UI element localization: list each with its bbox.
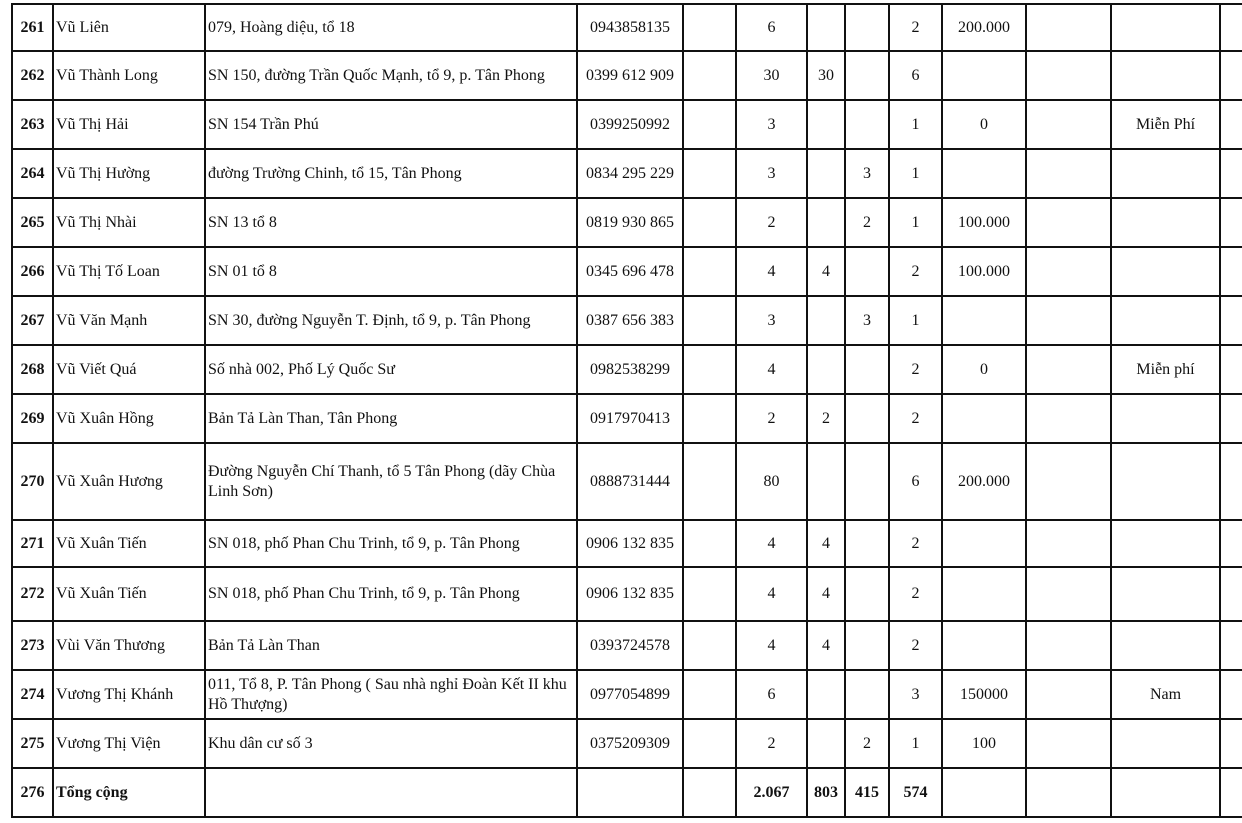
col5-cell [683,296,736,345]
note-cell: Miễn Phí [1111,100,1220,149]
col8-cell: 2 [845,719,889,768]
col6-cell: 2 [736,394,807,443]
address-cell: 079, Hoàng diệu, tổ 18 [205,4,577,51]
table-row [12,149,1242,198]
col8-cell [845,394,889,443]
phone-cell: 0834 295 229 [577,149,683,198]
phone-cell [577,768,683,817]
address-cell: SN 01 tổ 8 [205,247,577,296]
col5-cell [683,51,736,100]
row-number: 264 [12,149,53,198]
edge-cell [1220,670,1242,719]
col8-cell: 2 [845,198,889,247]
col7-cell: 2 [807,394,845,443]
note-cell [1111,296,1220,345]
note-cell [1111,520,1220,567]
col5-cell [683,198,736,247]
col9-cell: 1 [889,719,942,768]
col5-cell [683,567,736,621]
col10-cell [942,567,1026,621]
address-cell: 011, Tổ 8, P. Tân Phong ( Sau nhà nghỉ Đoàn Kết II khu Hồ Thượng) [205,670,577,719]
address-cell: SN 150, đường Trần Quốc Mạnh, tổ 9, p. Tân Phong [205,51,577,100]
col9-cell: 3 [889,670,942,719]
col9-cell: 2 [889,247,942,296]
edge-cell [1220,247,1242,296]
note-cell: Miễn phí [1111,345,1220,394]
col5-cell [683,670,736,719]
name-cell: Vũ Xuân Hồng [53,394,205,443]
col8-cell: 415 [845,768,889,817]
edge-cell [1220,567,1242,621]
col11-cell [1026,345,1111,394]
row-number: 275 [12,719,53,768]
col11-cell [1026,100,1111,149]
phone-cell: 0345 696 478 [577,247,683,296]
name-cell: Tổng cộng [53,768,205,817]
col7-cell [807,198,845,247]
table-row [12,100,1242,149]
col5-cell [683,621,736,670]
col7-cell: 803 [807,768,845,817]
col11-cell [1026,296,1111,345]
col9-cell: 2 [889,4,942,51]
col5-cell [683,345,736,394]
note-cell [1111,768,1220,817]
col8-cell [845,621,889,670]
name-cell: Vũ Thị Nhài [53,198,205,247]
phone-cell: 0906 132 835 [577,520,683,567]
row-number: 266 [12,247,53,296]
name-cell: Vũ Thành Long [53,51,205,100]
name-cell: Vũ Thị Hải [53,100,205,149]
col9-cell: 574 [889,768,942,817]
col11-cell [1026,719,1111,768]
col11-cell [1026,198,1111,247]
note-cell [1111,621,1220,670]
address-cell [205,768,577,817]
address-cell: SN 13 tổ 8 [205,198,577,247]
col5-cell [683,149,736,198]
name-cell: Vũ Thị Tố Loan [53,247,205,296]
phone-cell: 0399 612 909 [577,51,683,100]
col6-cell: 4 [736,345,807,394]
table-row [12,198,1242,247]
col10-cell: 0 [942,345,1026,394]
col6-cell: 6 [736,4,807,51]
address-cell: Số nhà 002, Phố Lý Quốc Sư [205,345,577,394]
phone-cell: 0982538299 [577,345,683,394]
col9-cell: 2 [889,567,942,621]
row-number: 268 [12,345,53,394]
note-cell [1111,198,1220,247]
col10-cell: 100.000 [942,198,1026,247]
col11-cell [1026,670,1111,719]
name-cell: Vũ Thị Hường [53,149,205,198]
col8-cell [845,345,889,394]
col10-cell: 0 [942,100,1026,149]
row-number: 267 [12,296,53,345]
name-cell: Vũ Liên [53,4,205,51]
col10-cell: 100 [942,719,1026,768]
phone-cell: 0943858135 [577,4,683,51]
edge-cell [1220,719,1242,768]
col6-cell: 2 [736,198,807,247]
col6-cell: 3 [736,149,807,198]
note-cell [1111,394,1220,443]
note-cell [1111,4,1220,51]
edge-cell [1220,394,1242,443]
row-number: 262 [12,51,53,100]
col10-cell [942,394,1026,443]
note-cell [1111,247,1220,296]
phone-cell: 0399250992 [577,100,683,149]
col8-cell: 3 [845,296,889,345]
col7-cell: 30 [807,51,845,100]
col9-cell: 1 [889,296,942,345]
col8-cell [845,51,889,100]
row-number: 269 [12,394,53,443]
col9-cell: 2 [889,520,942,567]
col10-cell [942,149,1026,198]
col10-cell: 100.000 [942,247,1026,296]
total-row [12,768,1242,817]
col6-cell: 4 [736,567,807,621]
edge-cell [1220,621,1242,670]
address-cell: Khu dân cư số 3 [205,719,577,768]
col6-cell: 4 [736,247,807,296]
edge-cell [1220,296,1242,345]
col11-cell [1026,4,1111,51]
edge-cell [1220,768,1242,817]
col7-cell [807,149,845,198]
col5-cell [683,100,736,149]
col10-cell: 150000 [942,670,1026,719]
col7-cell: 4 [807,520,845,567]
edge-cell [1220,100,1242,149]
col8-cell [845,567,889,621]
col5-cell [683,719,736,768]
col8-cell: 3 [845,149,889,198]
col6-cell: 2 [736,719,807,768]
table-row [12,51,1242,100]
col10-cell [942,51,1026,100]
phone-cell: 0393724578 [577,621,683,670]
row-number: 276 [12,768,53,817]
note-cell [1111,51,1220,100]
col7-cell [807,100,845,149]
col9-cell: 6 [889,443,942,520]
col6-cell: 3 [736,296,807,345]
table-row [12,719,1242,768]
col8-cell [845,247,889,296]
row-number: 273 [12,621,53,670]
col7-cell: 4 [807,567,845,621]
row-number: 272 [12,567,53,621]
col11-cell [1026,51,1111,100]
col6-cell: 4 [736,520,807,567]
name-cell: Vũ Văn Mạnh [53,296,205,345]
col7-cell [807,670,845,719]
name-cell: Vương Thị Viện [53,719,205,768]
col5-cell [683,247,736,296]
col9-cell: 1 [889,149,942,198]
col10-cell [942,520,1026,567]
col5-cell [683,4,736,51]
table-row [12,621,1242,670]
col11-cell [1026,768,1111,817]
col10-cell [942,768,1026,817]
table-row [12,670,1242,719]
col8-cell [845,100,889,149]
row-number: 263 [12,100,53,149]
col7-cell [807,443,845,520]
col9-cell: 1 [889,198,942,247]
phone-cell: 0977054899 [577,670,683,719]
phone-cell: 0917970413 [577,394,683,443]
col8-cell [845,443,889,520]
row-number: 270 [12,443,53,520]
edge-cell [1220,51,1242,100]
edge-cell [1220,345,1242,394]
name-cell: Vùi Văn Thương [53,621,205,670]
col6-cell: 80 [736,443,807,520]
col5-cell [683,443,736,520]
col8-cell [845,520,889,567]
name-cell: Vũ Xuân Tiến [53,567,205,621]
name-cell: Vũ Viết Quá [53,345,205,394]
address-cell: SN 30, đường Nguyễn T. Định, tổ 9, p. Tân Phong [205,296,577,345]
col9-cell: 6 [889,51,942,100]
col5-cell [683,768,736,817]
name-cell: Vương Thị Khánh [53,670,205,719]
address-cell: SN 018, phố Phan Chu Trinh, tổ 9, p. Tân Phong [205,520,577,567]
data-table [11,3,1242,818]
col11-cell [1026,567,1111,621]
col7-cell: 4 [807,247,845,296]
address-cell: Bản Tả Làn Than, Tân Phong [205,394,577,443]
note-cell [1111,567,1220,621]
col6-cell: 4 [736,621,807,670]
table-row [12,4,1242,51]
row-number: 261 [12,4,53,51]
col6-cell: 3 [736,100,807,149]
note-cell [1111,443,1220,520]
phone-cell: 0906 132 835 [577,567,683,621]
address-cell: đường Trường Chinh, tổ 15, Tân Phong [205,149,577,198]
table-row [12,443,1242,520]
phone-cell: 0888731444 [577,443,683,520]
col6-cell: 2.067 [736,768,807,817]
address-cell: SN 154 Trần Phú [205,100,577,149]
col8-cell [845,670,889,719]
col11-cell [1026,149,1111,198]
col10-cell: 200.000 [942,4,1026,51]
col7-cell: 4 [807,621,845,670]
col11-cell [1026,247,1111,296]
table-row [12,567,1242,621]
phone-cell: 0819 930 865 [577,198,683,247]
col5-cell [683,520,736,567]
edge-cell [1220,443,1242,520]
col9-cell: 2 [889,345,942,394]
col11-cell [1026,520,1111,567]
col11-cell [1026,621,1111,670]
col7-cell [807,296,845,345]
edge-cell [1220,520,1242,567]
col8-cell [845,4,889,51]
row-number: 271 [12,520,53,567]
table-row [12,296,1242,345]
col10-cell [942,621,1026,670]
table-row [12,520,1242,567]
row-number: 265 [12,198,53,247]
table-row [12,345,1242,394]
phone-cell: 0387 656 383 [577,296,683,345]
edge-cell [1220,4,1242,51]
address-cell: Đường Nguyễn Chí Thanh, tổ 5 Tân Phong (dãy Chùa Linh Sơn) [205,443,577,520]
table-row [12,247,1242,296]
row-number: 274 [12,670,53,719]
edge-cell [1220,198,1242,247]
col10-cell [942,296,1026,345]
address-cell: Bản Tả Làn Than [205,621,577,670]
col6-cell: 6 [736,670,807,719]
name-cell: Vũ Xuân Hương [53,443,205,520]
table-row [12,394,1242,443]
phone-cell: 0375209309 [577,719,683,768]
col6-cell: 30 [736,51,807,100]
col9-cell: 1 [889,100,942,149]
col10-cell: 200.000 [942,443,1026,520]
col11-cell [1026,443,1111,520]
note-cell [1111,149,1220,198]
col11-cell [1026,394,1111,443]
edge-cell [1220,149,1242,198]
col7-cell [807,4,845,51]
col9-cell: 2 [889,621,942,670]
col7-cell [807,719,845,768]
col9-cell: 2 [889,394,942,443]
name-cell: Vũ Xuân Tiến [53,520,205,567]
note-cell [1111,719,1220,768]
note-cell: Nam [1111,670,1220,719]
address-cell: SN 018, phố Phan Chu Trinh, tổ 9, p. Tân Phong [205,567,577,621]
col7-cell [807,345,845,394]
col5-cell [683,394,736,443]
